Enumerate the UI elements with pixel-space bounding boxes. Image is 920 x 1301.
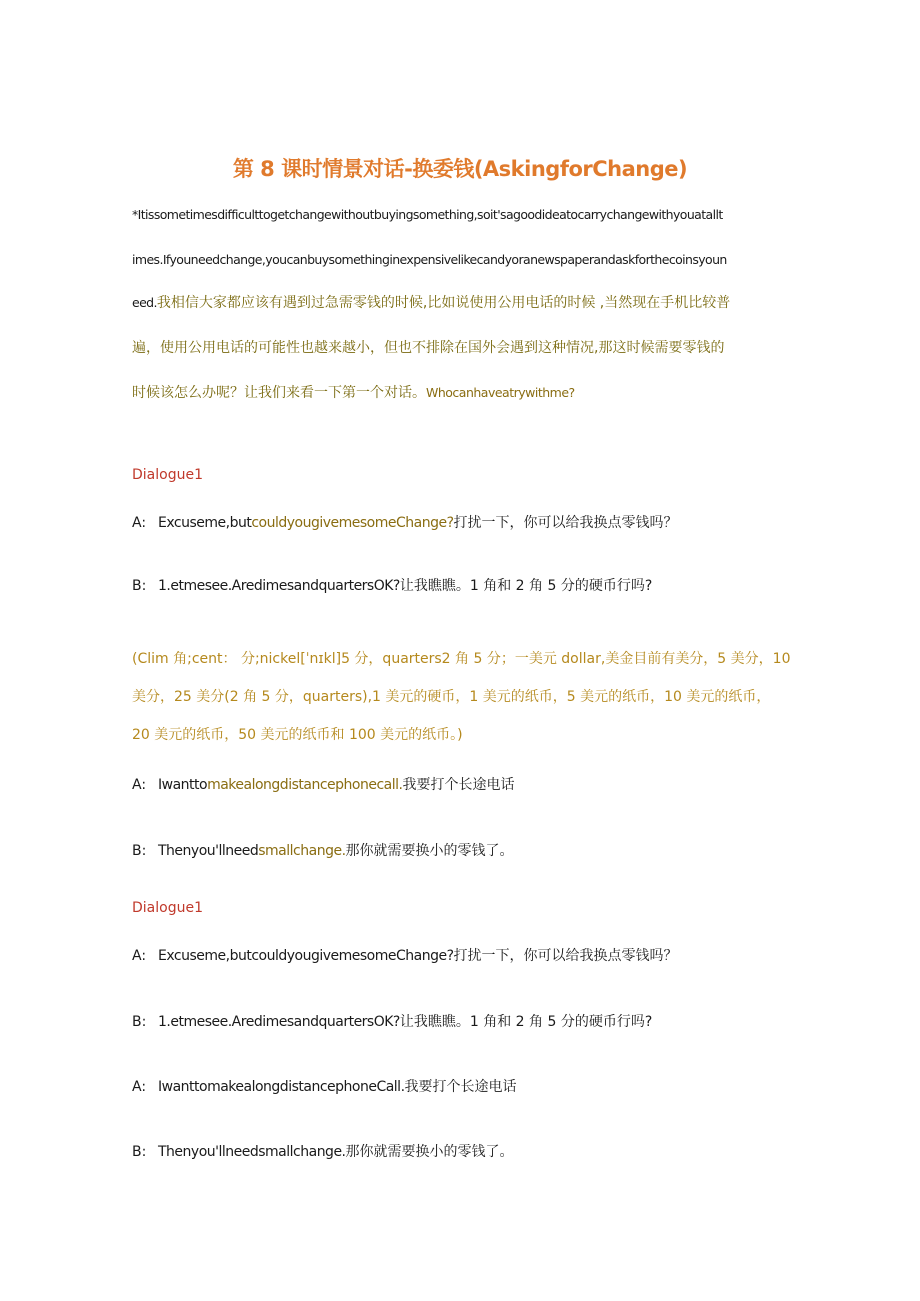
intro-line-5-en: Whocanhaveatrywithme? bbox=[426, 385, 575, 400]
line-english-highlight: smallchange. bbox=[258, 843, 346, 859]
dialogue-line bbox=[132, 576, 652, 596]
speaker-label: A: bbox=[132, 777, 147, 793]
dialogue-line bbox=[132, 946, 678, 966]
speaker-label: B: bbox=[132, 1144, 147, 1160]
line-chinese: 打扰一下，你可以给我换点零钱吗？ bbox=[453, 515, 678, 531]
line-chinese: 那你就需要换小的零钱了。 bbox=[345, 843, 514, 859]
dialogue-line bbox=[132, 1012, 652, 1032]
speaker-label: A: bbox=[132, 948, 147, 964]
dialogue-line bbox=[132, 841, 514, 861]
line-english: Thenyou'llneed bbox=[158, 843, 259, 859]
line-english-highlight: makealongdistancephonecall. bbox=[207, 777, 403, 793]
intro-line-3-en: eed. bbox=[132, 295, 157, 310]
intro-line-3-cn: 我相信大家都应该有遇到过急需零钱的时候,比如说使用公用电话的时候 ,当然现在手机比较普 bbox=[156, 295, 731, 311]
speaker-label: B: bbox=[132, 843, 147, 859]
line-chinese: 打扰一下，你可以给我换点零钱吗？ bbox=[453, 948, 678, 964]
speaker-label: A: bbox=[132, 515, 147, 531]
line-chinese: 让我瞧瞧。1 角和 2 角 5 分的硬币行吗? bbox=[399, 578, 653, 594]
intro-line-3 bbox=[132, 293, 730, 313]
dialogue-heading: Dialogue1 bbox=[132, 467, 203, 483]
line-chinese: 我要打个长途电话 bbox=[402, 777, 515, 793]
line-chinese: 我要打个长途电话 bbox=[404, 1079, 517, 1095]
line-english: Iwantto bbox=[158, 777, 208, 793]
dialogue-heading: Dialogue1 bbox=[132, 900, 203, 916]
line-english: Excuseme,but bbox=[158, 515, 252, 531]
intro-line-5 bbox=[132, 383, 575, 403]
vocab-note-line-2: 美分，25 美分(2 角 5 分，quarters),1 美元的硬币，1 美元的纸币，5 美元的纸币，10 美元的纸币， bbox=[132, 689, 771, 705]
intro-line-4: 遍，使用公用电话的可能性也越来越小，但也不排除在国外会遇到这种情况,那这时候需要零钱的 bbox=[132, 340, 725, 356]
line-english-highlight: couldyougivemesomeChange? bbox=[251, 515, 454, 531]
intro-line-5-cn: 时候该怎么办呢？让我们来看一下第一个对话。 bbox=[132, 385, 426, 401]
vocab-note-line-1: (Clim 角;cent： 分;nickel[ˈnɪkl]5 分，quarters2 角 5 分；一美元 dollar,美金目前有美分，5 美分，10 bbox=[132, 651, 791, 667]
line-chinese: 那你就需要换小的零钱了。 bbox=[345, 1144, 514, 1160]
speaker-label: A: bbox=[132, 1079, 147, 1095]
page-title: 第 8 课时情景对话-换委钱(AskingforChange) bbox=[232, 157, 688, 181]
line-english: 1.etmesee.AredimesandquartersOK? bbox=[158, 578, 400, 594]
intro-line-2: imes.Ifyouneedchange,youcanbuysomethinginexpensivelikecandyoranewspaperandaskforthecoinsyoun bbox=[132, 252, 727, 267]
line-english: 1.etmesee.AredimesandquartersOK? bbox=[158, 1014, 400, 1030]
line-english: Excuseme,butcouldyougivemesomeChange? bbox=[158, 948, 454, 964]
line-english: IwanttomakealongdistancephoneCall. bbox=[158, 1079, 405, 1095]
dialogue-line bbox=[132, 513, 678, 533]
dialogue-line bbox=[132, 1077, 517, 1097]
line-chinese: 让我瞧瞧。1 角和 2 角 5 分的硬币行吗? bbox=[399, 1014, 653, 1030]
vocab-note-line-3: 20 美元的纸币，50 美元的纸币和 100 美元的纸币。) bbox=[132, 727, 463, 743]
line-english: Thenyou'llneedsmallchange. bbox=[158, 1144, 346, 1160]
speaker-label: B: bbox=[132, 578, 147, 594]
intro-line-1: *Itissometimesdifficulttogetchangewithoutbuyingsomething,soit'sagoodideatocarrychangewithyouatallt bbox=[132, 207, 723, 222]
dialogue-line bbox=[132, 1142, 514, 1162]
dialogue-line bbox=[132, 775, 514, 795]
speaker-label: B: bbox=[132, 1014, 147, 1030]
